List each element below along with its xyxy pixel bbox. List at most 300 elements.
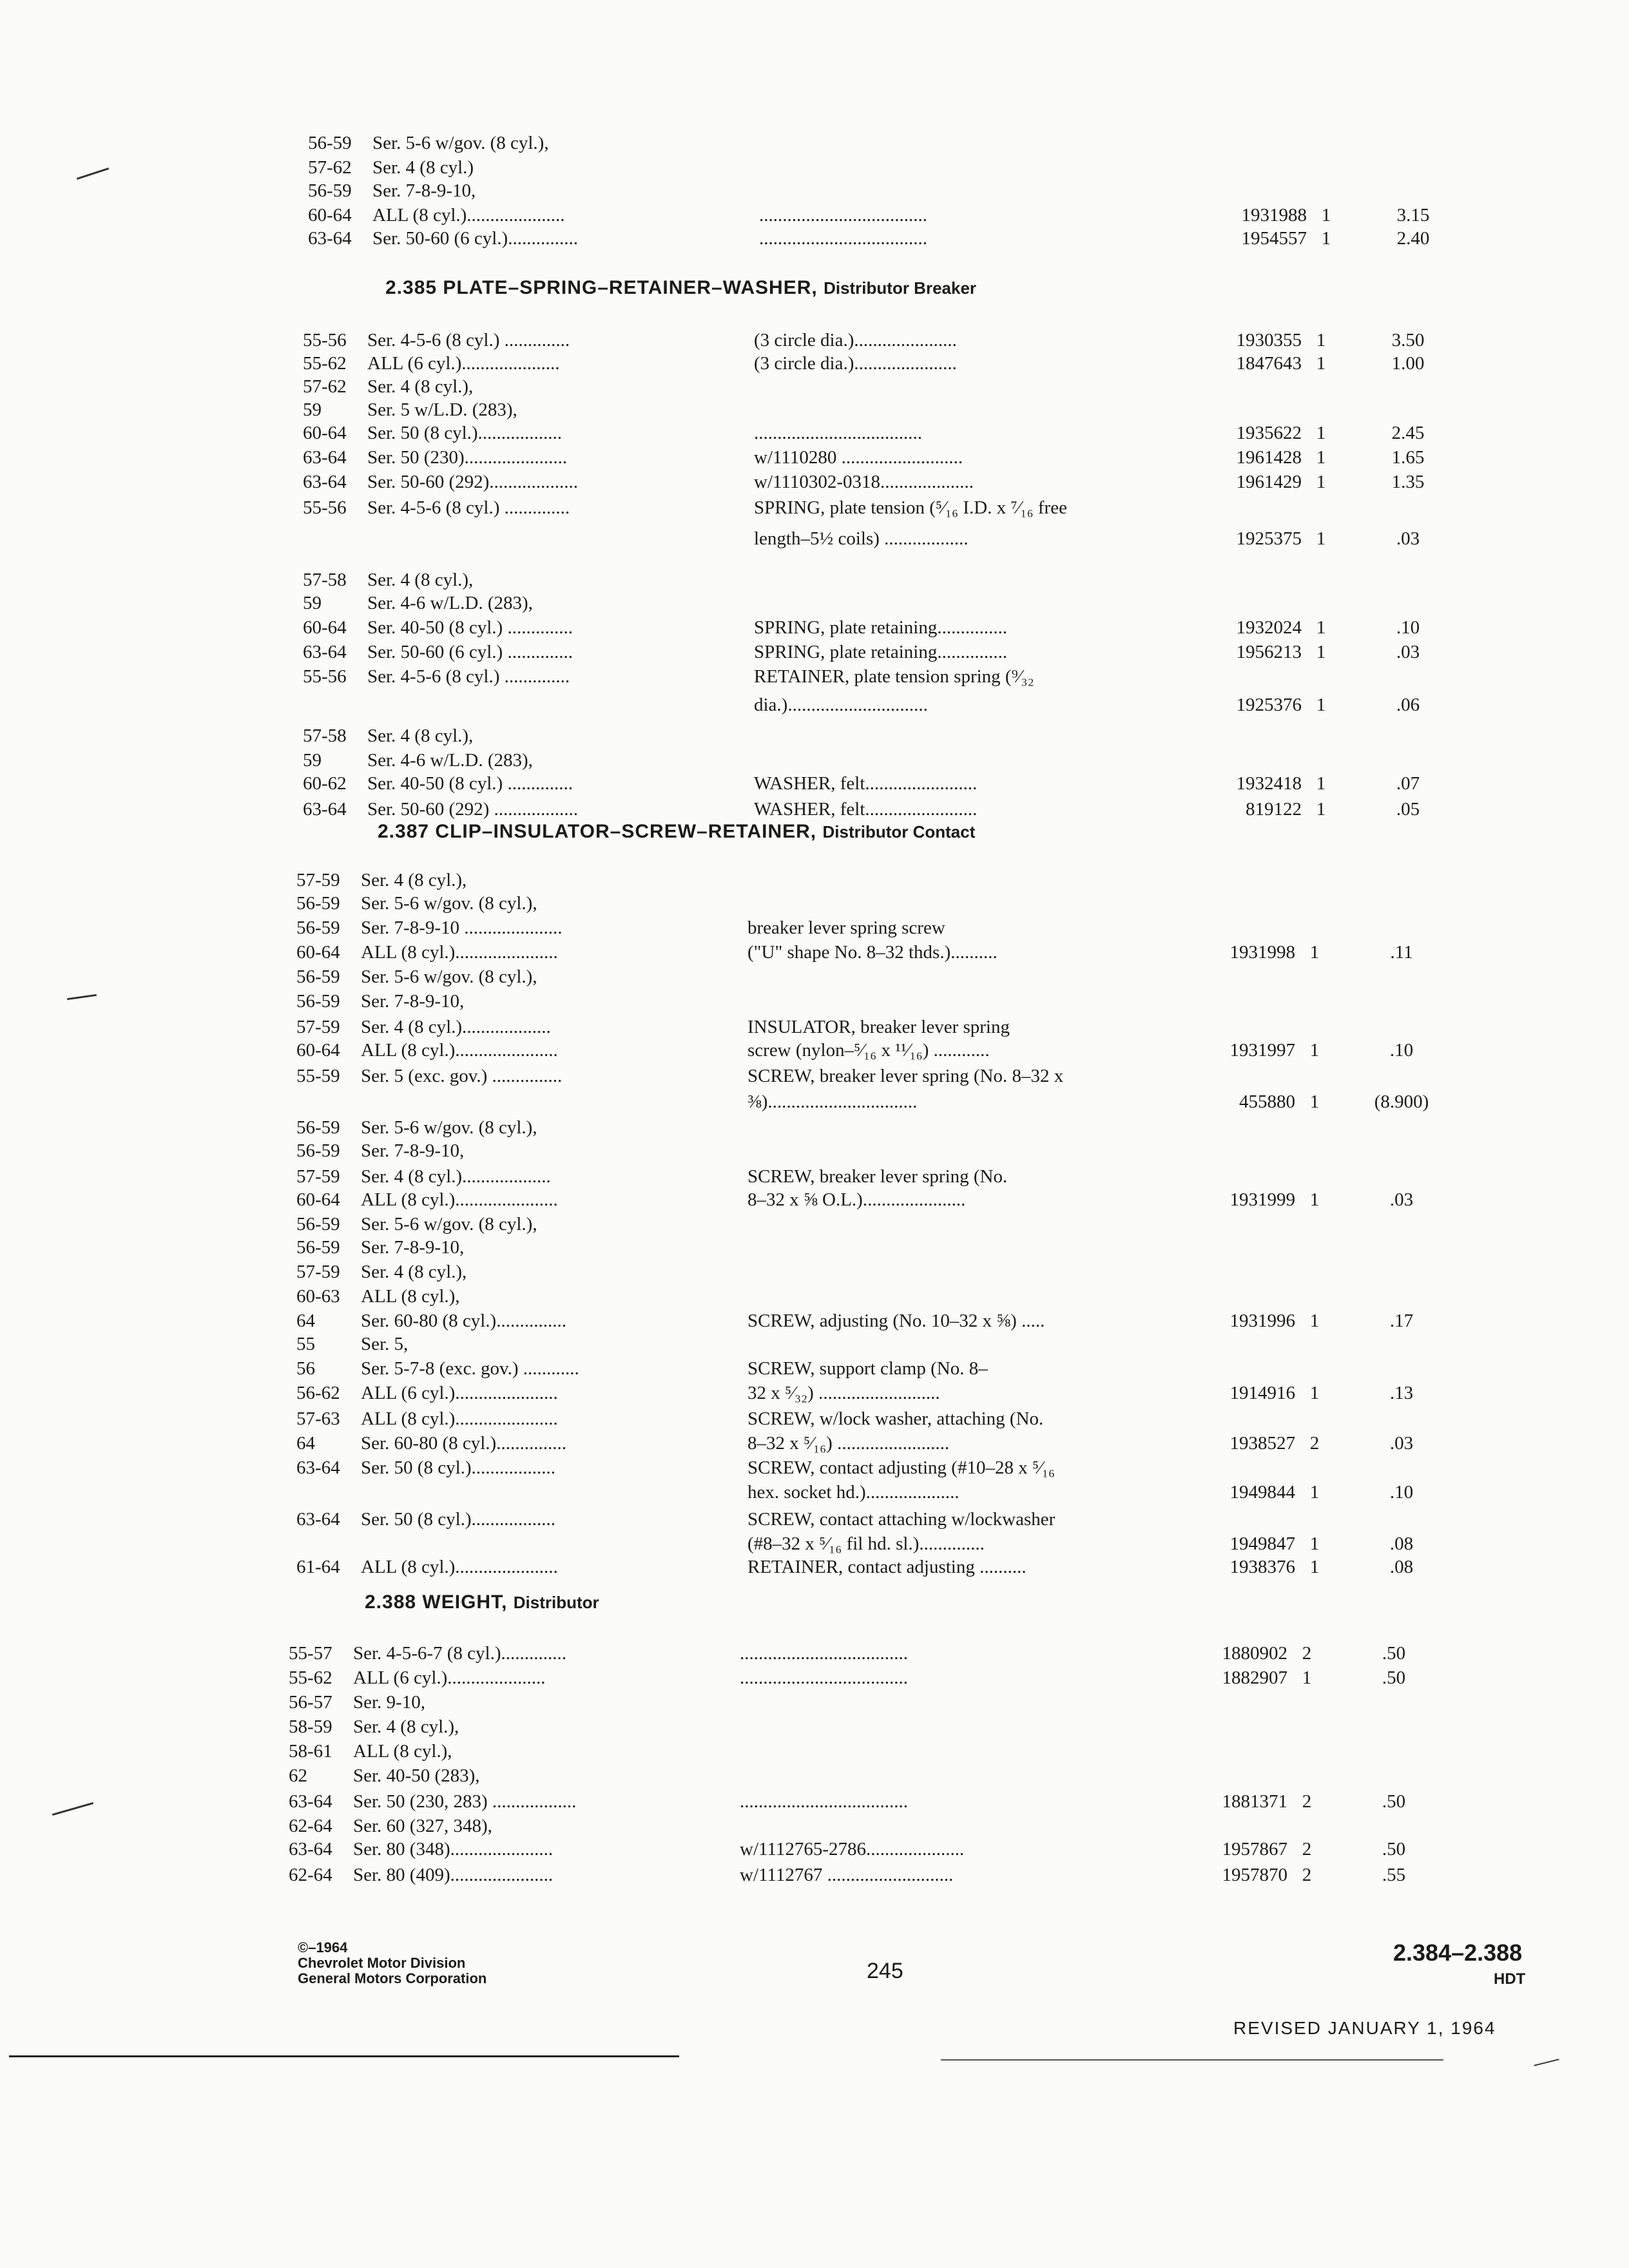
section-title: WEIGHT, — [422, 1591, 514, 1613]
model-years: 56-59 — [296, 893, 340, 914]
model-years: 59 — [303, 750, 322, 771]
model-years: 60-64 — [303, 617, 347, 638]
model-years: 63-64 — [296, 1509, 340, 1530]
description: (3 circle dia.)...................... — [754, 353, 957, 374]
part-row — [296, 1017, 1482, 1043]
model-years: 56-59 — [296, 991, 340, 1012]
part-number: 819122 — [1246, 799, 1302, 820]
section-heading — [385, 277, 976, 299]
application: ALL (6 cyl.)...................... — [361, 1383, 558, 1403]
section-title: PLATE–SPRING–RETAINER–WASHER, — [443, 277, 824, 298]
price: 1.00 — [1391, 353, 1425, 374]
application: Ser. 5 w/L.D. (283), — [367, 399, 517, 420]
part-row — [303, 666, 1482, 692]
part-row — [303, 570, 1482, 595]
description: w/1112767 ........................... — [740, 1865, 954, 1885]
model-years: 56-59 — [296, 918, 340, 938]
page-rule — [941, 2059, 1443, 2061]
section-subtitle: Distributor Breaker — [824, 278, 977, 298]
part-number: 1931997 — [1229, 1040, 1295, 1061]
part-row — [303, 399, 1482, 425]
part-row — [289, 1716, 1482, 1742]
description: .................................... — [759, 228, 927, 249]
part-row — [289, 1839, 1482, 1865]
quantity: 1 — [1316, 799, 1326, 820]
part-row — [296, 1408, 1482, 1434]
description: breaker lever spring screw — [747, 918, 945, 938]
model-years: 60-64 — [296, 1040, 340, 1061]
description: ("U" shape No. 8–32 thds.).......... — [747, 942, 998, 963]
model-years: 57-63 — [296, 1408, 340, 1429]
description: INSULATOR, breaker lever spring — [747, 1017, 1010, 1037]
part-number: 1925376 — [1236, 695, 1302, 715]
application: Ser. 4 (8 cyl.), — [361, 1262, 467, 1282]
application: Ser. 4 (8 cyl.), — [367, 376, 474, 397]
model-years: 59 — [303, 399, 322, 420]
price: 2.45 — [1391, 423, 1425, 443]
part-number: 1847643 — [1236, 353, 1302, 374]
part-row — [289, 1741, 1482, 1767]
quantity: 1 — [1309, 1482, 1320, 1503]
part-row — [296, 1358, 1482, 1384]
price: .05 — [1396, 799, 1420, 820]
application: Ser. 7-8-9-10, — [361, 1140, 465, 1161]
model-years: 64 — [296, 1433, 315, 1454]
model-years: 63-64 — [289, 1839, 333, 1860]
application: Ser. 50 (8 cyl.).................. — [361, 1509, 556, 1530]
part-row — [289, 1667, 1482, 1693]
description: .................................... — [740, 1667, 908, 1688]
description: dia.).............................. — [754, 695, 928, 715]
price: 2.40 — [1396, 228, 1430, 249]
description: .................................... — [759, 205, 927, 226]
model-years: 57-62 — [303, 376, 347, 397]
quantity: 2 — [1302, 1791, 1312, 1812]
model-years: 55-56 — [303, 497, 347, 518]
model-years: 57-62 — [308, 157, 352, 178]
section-subtitle: Distributor — [513, 1593, 599, 1612]
part-number: 1931996 — [1229, 1311, 1295, 1331]
part-row — [296, 991, 1482, 1017]
catalog-code: HDT — [1494, 1970, 1526, 1988]
description: .................................... — [740, 1791, 908, 1812]
quantity: 1 — [1309, 1091, 1320, 1112]
model-years: 60-63 — [296, 1286, 340, 1307]
model-years: 57-59 — [296, 870, 340, 890]
part-number: 1931998 — [1229, 942, 1295, 963]
description: WASHER, felt........................ — [754, 773, 978, 794]
model-years: 58-61 — [289, 1741, 333, 1762]
part-row — [289, 1765, 1482, 1791]
description: 8–32 x ⁵⁄₁₆) ........................ — [747, 1433, 950, 1454]
description: WASHER, felt........................ — [754, 799, 978, 820]
application: ALL (8 cyl.), — [353, 1741, 452, 1762]
application: Ser. 50-60 (6 cyl.) .............. — [367, 642, 573, 662]
part-row — [296, 1262, 1482, 1287]
price: 3.15 — [1396, 205, 1430, 226]
model-years: 57-58 — [303, 570, 347, 590]
part-row — [303, 353, 1482, 379]
quantity: 1 — [1309, 942, 1320, 963]
model-years: 56-59 — [296, 966, 340, 987]
quantity: 1 — [1309, 1311, 1320, 1331]
price: .03 — [1389, 1189, 1414, 1210]
section-heading — [378, 821, 975, 843]
part-row — [296, 918, 1482, 943]
part-row — [308, 157, 1482, 183]
application: ALL (8 cyl.), — [361, 1286, 460, 1307]
description: (#8–32 x ⁵⁄₁₆ fil hd. sl.).............. — [747, 1533, 985, 1554]
quantity: 1 — [1316, 617, 1326, 638]
revised-date: REVISED JANUARY 1, 1964 — [1233, 2018, 1496, 2038]
part-row — [296, 1457, 1482, 1483]
copyright-corporation: General Motors Corporation — [298, 1970, 487, 1986]
model-years: 60-64 — [308, 205, 352, 226]
part-row — [296, 1334, 1482, 1360]
part-number: 1949847 — [1229, 1533, 1295, 1554]
application: ALL (8 cyl.)...................... — [361, 1408, 558, 1429]
part-row — [296, 1286, 1482, 1312]
application: Ser. 5-6 w/gov. (8 cyl.), — [361, 893, 537, 914]
part-row — [303, 528, 1482, 554]
part-row — [296, 870, 1482, 896]
application: Ser. 50 (8 cyl.).................. — [361, 1457, 556, 1478]
description: (3 circle dia.)...................... — [754, 330, 957, 351]
quantity: 1 — [1316, 695, 1326, 715]
model-years: 56-57 — [289, 1692, 333, 1713]
application: Ser. 4 (8 cyl.), — [353, 1716, 459, 1737]
quantity: 1 — [1309, 1533, 1320, 1554]
price: 1.65 — [1391, 447, 1425, 468]
copyright-division: Chevrolet Motor Division — [298, 1955, 466, 1971]
part-row — [296, 1311, 1482, 1336]
part-row — [296, 1189, 1482, 1215]
application: Ser. 4-5-6-7 (8 cyl.).............. — [353, 1643, 567, 1664]
price: .55 — [1382, 1865, 1406, 1885]
application: Ser. 50 (230, 283) .................. — [353, 1791, 577, 1812]
application: Ser. 4-5-6 (8 cyl.) .............. — [367, 330, 570, 351]
price: .03 — [1396, 642, 1420, 662]
application: Ser. 5-6 w/gov. (8 cyl.), — [361, 1214, 537, 1235]
price: .50 — [1382, 1667, 1406, 1688]
quantity: 1 — [1316, 330, 1326, 351]
part-row — [296, 1557, 1482, 1582]
part-number: 1938376 — [1229, 1557, 1295, 1577]
section-range: 2.384–2.388 — [1393, 1939, 1523, 1966]
price: .11 — [1390, 942, 1413, 963]
description: SCREW, contact adjusting (#10–28 x ⁵⁄₁₆ — [747, 1457, 1055, 1478]
part-row — [308, 205, 1482, 231]
application: Ser. 50-60 (292) .................. — [367, 799, 579, 820]
page-rule — [9, 2055, 679, 2057]
part-row — [296, 1383, 1482, 1408]
part-row — [289, 1692, 1482, 1718]
part-number: 1961428 — [1236, 447, 1302, 468]
application: Ser. 5 (exc. gov.) ............... — [361, 1066, 563, 1086]
description: 8–32 x ⅝ O.L.)...................... — [747, 1189, 966, 1210]
model-years: 62 — [289, 1765, 307, 1786]
part-row — [296, 1091, 1482, 1117]
application: Ser. 4 (8 cyl.), — [367, 726, 474, 746]
price: .13 — [1389, 1383, 1414, 1403]
model-years: 60-64 — [303, 423, 347, 443]
application: Ser. 50-60 (6 cyl.)............... — [372, 228, 578, 249]
quantity: 2 — [1309, 1433, 1320, 1454]
description: screw (nylon–⁵⁄₁₆ x ¹¹⁄₁₆) ............ — [747, 1040, 990, 1061]
quantity: 2 — [1302, 1839, 1312, 1860]
model-years: 63-64 — [303, 642, 347, 662]
part-row — [308, 133, 1482, 159]
price: .10 — [1389, 1040, 1414, 1061]
quantity: 1 — [1321, 228, 1331, 249]
quantity: 1 — [1316, 528, 1326, 549]
application: Ser. 60 (327, 348), — [353, 1816, 492, 1836]
copyright-year: ©–1964 — [298, 1939, 348, 1956]
model-years: 60-64 — [296, 1189, 340, 1210]
price: .17 — [1389, 1311, 1414, 1331]
price: 3.50 — [1391, 330, 1425, 351]
section-number: 2.388 — [365, 1591, 423, 1613]
price: .03 — [1389, 1433, 1414, 1454]
part-row — [303, 497, 1482, 523]
part-number: 1954557 — [1241, 228, 1307, 249]
model-years: 55-56 — [303, 666, 347, 687]
part-number: 1931999 — [1229, 1189, 1295, 1210]
model-years: 63-64 — [289, 1791, 333, 1812]
part-row — [296, 893, 1482, 919]
quantity: 1 — [1309, 1383, 1320, 1403]
price: .50 — [1382, 1643, 1406, 1664]
part-number: 1938527 — [1229, 1433, 1295, 1454]
model-years: 56-59 — [308, 180, 352, 201]
part-number: 1956213 — [1236, 642, 1302, 662]
application: Ser. 4-6 w/L.D. (283), — [367, 750, 533, 771]
part-number: 1961429 — [1236, 472, 1302, 492]
application: Ser. 60-80 (8 cyl.)............... — [361, 1311, 566, 1331]
part-row — [303, 617, 1482, 643]
application: Ser. 5-6 w/gov. (8 cyl.), — [372, 133, 549, 153]
description: w/1110302-0318.................... — [754, 472, 974, 492]
model-years: 55-62 — [289, 1667, 333, 1688]
model-years: 57-59 — [296, 1262, 340, 1282]
price: .50 — [1382, 1839, 1406, 1860]
application: Ser. 4 (8 cyl.), — [367, 570, 474, 590]
part-row — [296, 1482, 1482, 1508]
part-row — [303, 423, 1482, 448]
price: .10 — [1396, 617, 1420, 638]
description: hex. socket hd.).................... — [747, 1482, 959, 1503]
application: Ser. 5-7-8 (exc. gov.) ............ — [361, 1358, 579, 1379]
model-years: 55-62 — [303, 353, 347, 374]
section-heading — [365, 1591, 599, 1613]
model-years: 60-62 — [303, 773, 347, 794]
part-row — [303, 773, 1482, 799]
model-years: 60-64 — [296, 942, 340, 963]
description: SPRING, plate retaining............... — [754, 617, 1008, 638]
application: Ser. 4 (8 cyl.) — [372, 157, 474, 178]
description: SCREW, breaker lever spring (No. 8–32 x — [747, 1066, 1064, 1086]
part-number: 1880902 — [1222, 1643, 1287, 1664]
quantity: 1 — [1321, 205, 1331, 226]
quantity: 1 — [1309, 1040, 1320, 1061]
part-row — [303, 726, 1482, 751]
model-years: 63-64 — [296, 1457, 340, 1478]
model-years: 62-64 — [289, 1816, 333, 1836]
quantity: 2 — [1302, 1643, 1312, 1664]
model-years: 62-64 — [289, 1865, 333, 1885]
model-years: 56-59 — [296, 1117, 340, 1138]
price: .07 — [1396, 773, 1420, 794]
application: ALL (8 cyl.)...................... — [361, 1557, 558, 1577]
part-number: 1930355 — [1236, 330, 1302, 351]
description: SCREW, breaker lever spring (No. — [747, 1166, 1008, 1187]
page-number: 245 — [867, 1959, 903, 1983]
part-row — [303, 593, 1482, 619]
model-years: 56-59 — [308, 133, 352, 153]
part-row — [296, 1509, 1482, 1535]
application: ALL (8 cyl.)..................... — [372, 205, 565, 226]
application: ALL (8 cyl.)...................... — [361, 1040, 558, 1061]
model-years: 56-59 — [296, 1237, 340, 1258]
model-years: 56-59 — [296, 1214, 340, 1235]
description: SCREW, w/lock washer, attaching (No. — [747, 1408, 1044, 1429]
part-row — [296, 966, 1482, 992]
application: Ser. 50 (230)...................... — [367, 447, 568, 468]
part-row — [296, 942, 1482, 968]
application: Ser. 50-60 (292)................... — [367, 472, 579, 492]
description: .................................... — [754, 423, 922, 443]
quantity: 1 — [1316, 472, 1326, 492]
part-row — [303, 447, 1482, 473]
application: Ser. 4 (8 cyl.)................... — [361, 1166, 551, 1187]
price: .50 — [1382, 1791, 1406, 1812]
model-years: 57-59 — [296, 1166, 340, 1187]
application: Ser. 5-6 w/gov. (8 cyl.), — [361, 1117, 537, 1138]
part-number: 1882907 — [1222, 1667, 1287, 1688]
section-title: CLIP–INSULATOR–SCREW–RETAINER, — [435, 821, 823, 842]
description: length–5½ coils) .................. — [754, 528, 969, 549]
description: SCREW, contact attaching w/lockwasher — [747, 1509, 1055, 1530]
price: 1.35 — [1391, 472, 1425, 492]
price: .06 — [1396, 695, 1420, 715]
part-row — [289, 1816, 1482, 1841]
quantity: 1 — [1309, 1557, 1320, 1577]
application: Ser. 4 (8 cyl.), — [361, 870, 467, 890]
part-number: 455880 — [1239, 1091, 1295, 1112]
quantity: 2 — [1302, 1865, 1312, 1885]
model-years: 63-64 — [303, 799, 347, 820]
model-years: 55 — [296, 1334, 315, 1354]
model-years: 59 — [303, 593, 322, 613]
application: Ser. 7-8-9-10, — [361, 1237, 465, 1258]
part-number: 1932024 — [1236, 617, 1302, 638]
price: .08 — [1389, 1533, 1414, 1554]
part-number: 1932418 — [1236, 773, 1302, 794]
description: RETAINER, contact adjusting .......... — [747, 1557, 1027, 1577]
model-years: 63-64 — [303, 472, 347, 492]
part-number: 1935622 — [1236, 423, 1302, 443]
model-years: 63-64 — [308, 228, 352, 249]
model-years: 55-57 — [289, 1643, 333, 1664]
model-years: 56-62 — [296, 1383, 340, 1403]
price: (8.900) — [1374, 1091, 1429, 1112]
application: ALL (6 cyl.)..................... — [353, 1667, 546, 1688]
part-number: 1925375 — [1236, 528, 1302, 549]
application: Ser. 9-10, — [353, 1692, 425, 1713]
part-row — [296, 1117, 1482, 1143]
model-years: 64 — [296, 1311, 315, 1331]
application: Ser. 50 (8 cyl.).................. — [367, 423, 563, 443]
part-number: 1931988 — [1241, 205, 1307, 226]
model-years: 57-59 — [296, 1017, 340, 1037]
application: Ser. 4-5-6 (8 cyl.) .............. — [367, 497, 570, 518]
part-row — [296, 1237, 1482, 1263]
part-row — [296, 1066, 1482, 1091]
part-number: 1957867 — [1222, 1839, 1287, 1860]
application: Ser. 40-50 (283), — [353, 1765, 480, 1786]
part-row — [296, 1166, 1482, 1192]
description: .................................... — [740, 1643, 908, 1664]
quantity: 1 — [1316, 447, 1326, 468]
application: Ser. 5, — [361, 1334, 409, 1354]
application: ALL (8 cyl.)...................... — [361, 1189, 558, 1210]
application: Ser. 60-80 (8 cyl.)............... — [361, 1433, 566, 1454]
description: RETAINER, plate tension spring (⁹⁄₃₂ — [754, 666, 1034, 687]
application: Ser. 4 (8 cyl.)................... — [361, 1017, 551, 1037]
description: SCREW, adjusting (No. 10–32 x ⅝) ..... — [747, 1311, 1045, 1331]
model-years: 61-64 — [296, 1557, 340, 1577]
part-row — [303, 695, 1482, 720]
quantity: 1 — [1316, 423, 1326, 443]
part-row — [308, 180, 1482, 206]
description: ⅜)................................ — [747, 1091, 918, 1112]
part-number: 1881371 — [1222, 1791, 1287, 1812]
application: Ser. 80 (348)...................... — [353, 1839, 554, 1860]
part-row — [303, 472, 1482, 497]
description: 32 x ⁵⁄₃₂) .......................... — [747, 1383, 940, 1403]
part-row — [296, 1040, 1482, 1066]
part-row — [303, 376, 1482, 402]
application: Ser. 80 (409)...................... — [353, 1865, 554, 1885]
quantity: 1 — [1309, 1189, 1320, 1210]
part-number: 1949844 — [1229, 1482, 1295, 1503]
quantity: 1 — [1316, 642, 1326, 662]
part-row — [296, 1140, 1482, 1166]
description: w/1110280 .......................... — [754, 447, 963, 468]
application: Ser. 40-50 (8 cyl.) .............. — [367, 617, 573, 638]
model-years: 55-59 — [296, 1066, 340, 1086]
model-years: 57-58 — [303, 726, 347, 746]
model-years: 56 — [296, 1358, 315, 1379]
quantity: 1 — [1316, 773, 1326, 794]
application: Ser. 4-5-6 (8 cyl.) .............. — [367, 666, 570, 687]
application: Ser. 4-6 w/L.D. (283), — [367, 593, 533, 613]
description: SPRING, plate retaining............... — [754, 642, 1008, 662]
section-number: 2.387 — [378, 821, 436, 842]
price: .03 — [1396, 528, 1420, 549]
quantity: 1 — [1316, 353, 1326, 374]
model-years: 58-59 — [289, 1716, 333, 1737]
model-years: 56-59 — [296, 1140, 340, 1161]
application: Ser. 7-8-9-10, — [372, 180, 476, 201]
part-number: 1957870 — [1222, 1865, 1287, 1885]
part-row — [296, 1533, 1482, 1559]
application: Ser. 7-8-9-10, — [361, 991, 465, 1012]
part-number: 1914916 — [1229, 1383, 1295, 1403]
price: .08 — [1389, 1557, 1414, 1577]
part-row — [289, 1791, 1482, 1817]
model-years: 55-56 — [303, 330, 347, 351]
